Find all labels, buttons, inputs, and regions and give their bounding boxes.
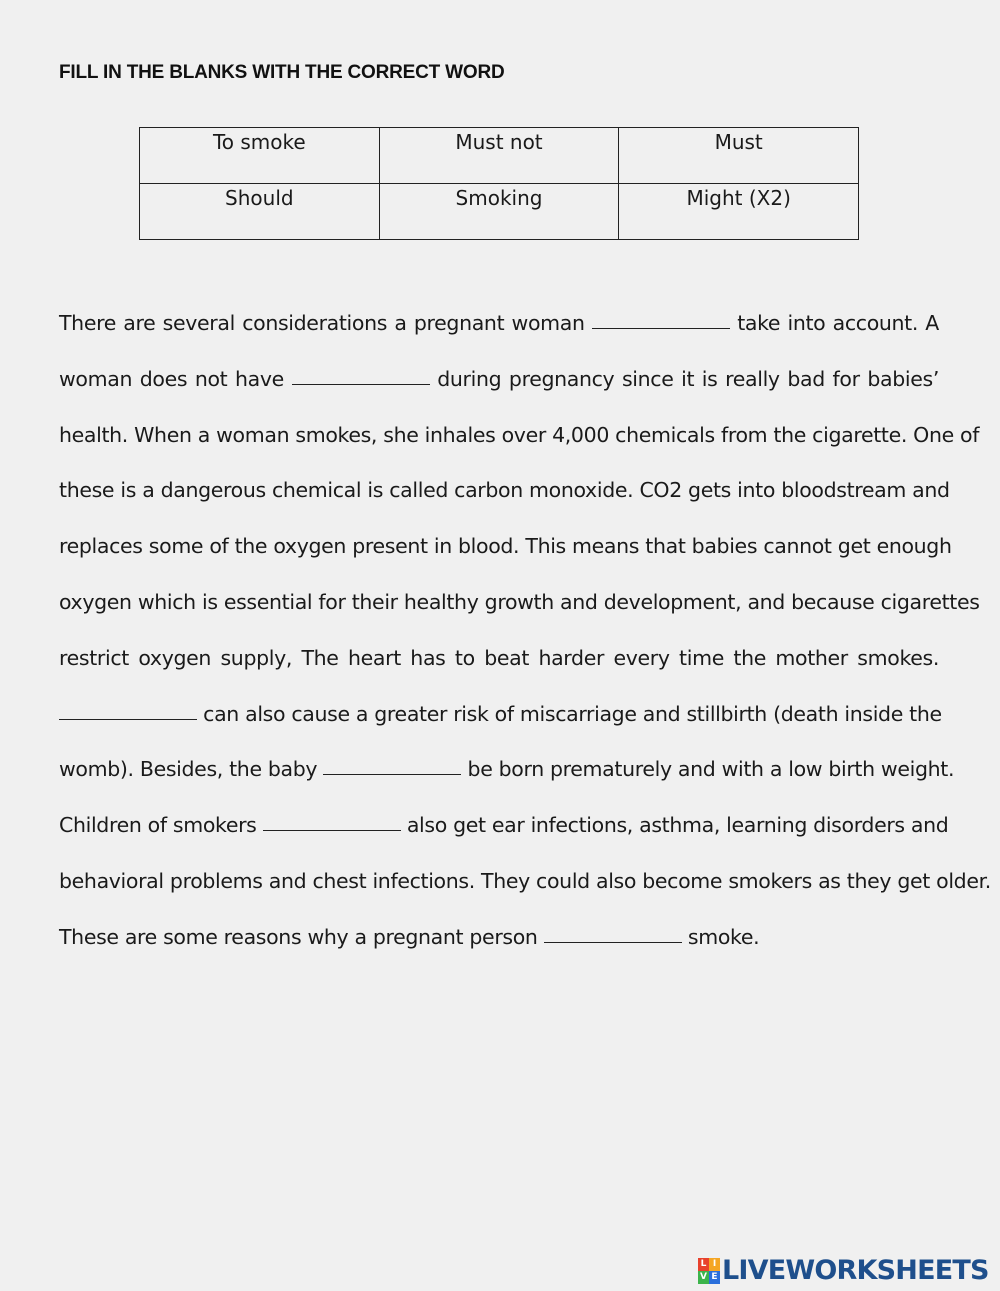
word-bank-cell: To smoke bbox=[140, 128, 380, 184]
passage-text: be born prematurely and with a low birth weight. bbox=[461, 757, 955, 782]
passage-text: woman does not have bbox=[59, 366, 292, 391]
passage-text: restrict oxygen supply, The heart has to beat harder every time the mother smokes. bbox=[59, 645, 939, 670]
passage-line bbox=[59, 910, 939, 966]
word-bank-cell: Might (X2) bbox=[619, 184, 859, 240]
passage-text: health. When a woman smokes, she inhales over 4,000 chemicals from the cigarette. One of bbox=[59, 422, 980, 447]
passage-line bbox=[59, 687, 942, 743]
passage-text: These are some reasons why a pregnant person bbox=[59, 924, 544, 949]
logo-mark-letter: E bbox=[709, 1271, 720, 1284]
passage-line bbox=[59, 798, 949, 854]
passage-line bbox=[59, 463, 950, 519]
liveworksheets-logo[interactable] bbox=[698, 1255, 989, 1287]
passage-text: behavioral problems and chest infections. They could also become smokers as they get older. bbox=[59, 868, 991, 893]
passage-line bbox=[59, 631, 939, 687]
logo-mark-letter: I bbox=[709, 1258, 720, 1271]
word-bank-cell: Should bbox=[140, 184, 380, 240]
blank-1[interactable] bbox=[592, 310, 730, 329]
passage-text: take into account. A bbox=[729, 311, 939, 335]
passage-text: There are several considerations a pregnant woman bbox=[59, 311, 592, 335]
passage-text: during pregnancy since it is really bad for babies’ bbox=[429, 366, 939, 391]
passage-line bbox=[59, 742, 955, 798]
passage-text: oxygen which is essential for their healthy growth and development, and because cigarettes bbox=[59, 589, 980, 614]
passage-line bbox=[59, 854, 991, 910]
word-bank-table bbox=[139, 127, 859, 240]
passage-text: smoke. bbox=[681, 924, 760, 949]
passage-line bbox=[59, 575, 980, 631]
logo-mark-icon bbox=[698, 1258, 720, 1284]
passage-text: these is a dangerous chemical is called carbon monoxide. CO2 gets into bloodstream and bbox=[59, 478, 950, 503]
passage-text: can also cause a greater risk of miscarriage and stillbirth (death inside the bbox=[197, 701, 942, 726]
passage bbox=[59, 296, 991, 966]
word-bank-cell: Smoking bbox=[379, 184, 619, 240]
word-bank-cell: Must bbox=[619, 128, 859, 184]
logo-mark-letter: V bbox=[698, 1271, 709, 1284]
blank-5[interactable] bbox=[263, 812, 401, 831]
blank-3[interactable] bbox=[59, 701, 197, 720]
logo-text: LIVEWORKSHEETS bbox=[722, 1255, 989, 1286]
passage-text: also get ear infections, asthma, learning disorders and bbox=[400, 813, 949, 838]
logo-mark-letter: L bbox=[698, 1258, 709, 1271]
blank-6[interactable] bbox=[544, 924, 682, 943]
blank-2[interactable] bbox=[292, 366, 430, 385]
blank-4[interactable] bbox=[323, 756, 461, 775]
word-bank-row bbox=[140, 128, 859, 184]
passage-line bbox=[59, 519, 952, 575]
passage-line bbox=[59, 408, 980, 464]
word-bank-row bbox=[140, 184, 859, 240]
passage-line bbox=[59, 296, 939, 352]
word-bank-cell: Must not bbox=[379, 128, 619, 184]
passage-text: replaces some of the oxygen present in blood. This means that babies cannot get enough bbox=[59, 534, 952, 559]
passage-line bbox=[59, 352, 939, 408]
passage-text: womb). Besides, the baby bbox=[59, 757, 324, 782]
passage-text: Children of smokers bbox=[59, 813, 263, 838]
worksheet-title: FILL IN THE BLANKS WITH THE CORRECT WORD bbox=[59, 62, 505, 83]
